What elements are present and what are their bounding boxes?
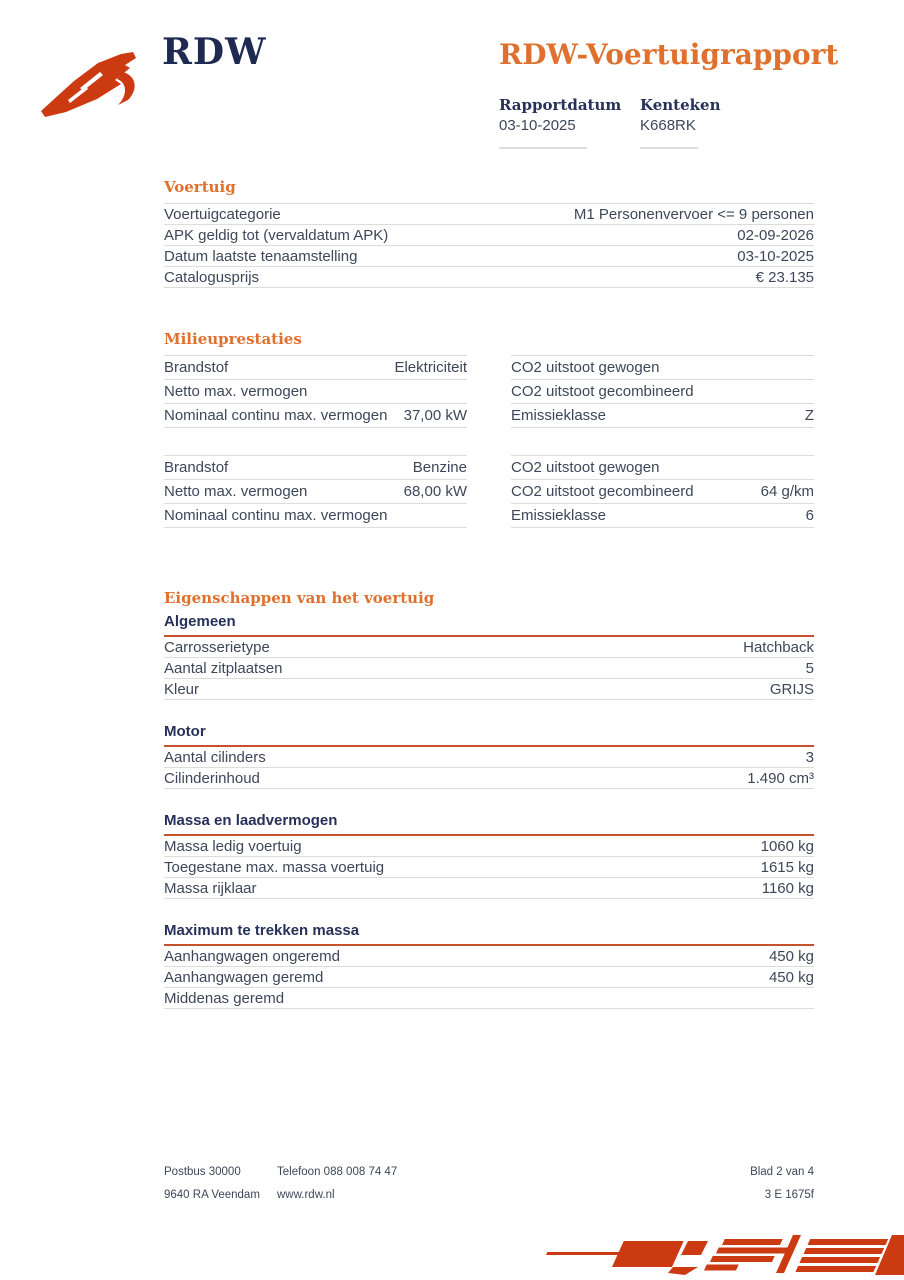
row-label: CO2 uitstoot gecombineerd xyxy=(511,383,694,400)
report-date-value: 03-10-2025 xyxy=(499,117,576,134)
row-value: Hatchback xyxy=(743,638,814,656)
row-value: 1615 kg xyxy=(760,858,814,876)
milieu-table-elektriciteit xyxy=(164,355,814,428)
rdw-feather-logo-icon xyxy=(38,50,154,122)
milieu-table-benzine xyxy=(164,455,814,528)
row-value: 37,00 kW xyxy=(403,407,467,424)
footer-website: www.rdw.nl xyxy=(277,1189,335,1201)
row-label: Massa ledig voertuig xyxy=(164,837,302,855)
row-value: 450 kg xyxy=(768,947,814,965)
row-value: 6 xyxy=(805,507,814,524)
subsection-title: Maximum te trekken massa xyxy=(164,923,814,946)
page-footer xyxy=(164,1166,814,1212)
row-label: Brandstof xyxy=(164,459,229,476)
table-row xyxy=(164,455,814,480)
table-row xyxy=(164,480,814,504)
footer-address-line1: Postbus 30000 xyxy=(164,1166,241,1178)
row-label: Kleur xyxy=(164,680,200,698)
row-value: 1060 kg xyxy=(760,837,814,855)
row-label: CO2 uitstoot gecombineerd xyxy=(511,483,694,500)
row-value: € 23.135 xyxy=(755,268,814,286)
section-heading: Milieuprestaties xyxy=(164,330,302,348)
license-plate-label: Kenteken xyxy=(640,96,721,114)
row-value: Z xyxy=(804,407,814,424)
table-row xyxy=(164,988,814,1009)
row-value: Elektriciteit xyxy=(394,359,467,376)
table-row xyxy=(164,504,814,528)
section-eigenschappen xyxy=(164,589,814,1009)
rdw-speed-stripes-graphic xyxy=(532,1226,904,1280)
table-row xyxy=(164,857,814,878)
footer-page-number: Blad 2 van 4 xyxy=(750,1166,814,1178)
report-date-underline xyxy=(499,147,587,149)
table-row xyxy=(164,878,814,899)
row-value: 3 xyxy=(805,748,814,766)
row-value: 5 xyxy=(805,659,814,677)
section-milieuprestaties xyxy=(164,330,814,528)
row-label: Toegestane max. massa voertuig xyxy=(164,858,385,876)
subsection-title: Algemeen xyxy=(164,614,814,637)
subsection-massa xyxy=(164,813,814,899)
table-row xyxy=(164,246,814,267)
row-label: Aanhangwagen ongeremd xyxy=(164,947,340,965)
report-date-label: Rapportdatum xyxy=(499,96,622,114)
subsection-trekken-massa xyxy=(164,923,814,1009)
row-label: CO2 uitstoot gewogen xyxy=(511,459,660,476)
row-label: Aanhangwagen geremd xyxy=(164,968,324,986)
row-label: Cilinderinhoud xyxy=(164,769,260,787)
row-value: 68,00 kW xyxy=(403,483,467,500)
subsection-algemeen xyxy=(164,614,814,700)
rdw-wordmark: RDW xyxy=(162,31,267,73)
row-label: Netto max. vermogen xyxy=(164,483,308,500)
row-value: 1.490 cm³ xyxy=(747,769,814,787)
table-row xyxy=(164,267,814,288)
row-label: Massa rijklaar xyxy=(164,879,257,897)
row-value: 03-10-2025 xyxy=(737,247,814,265)
row-label: Emissieklasse xyxy=(511,507,607,524)
section-heading: Eigenschappen van het voertuig xyxy=(164,589,435,607)
row-label: Emissieklasse xyxy=(511,407,607,424)
row-label: Datum laatste tenaamstelling xyxy=(164,247,358,265)
footer-doc-code: 3 E 1675f xyxy=(764,1189,814,1201)
subsection-title: Massa en laadvermogen xyxy=(164,813,814,836)
table-row xyxy=(164,768,814,789)
row-value: M1 Personenvervoer <= 9 personen xyxy=(573,205,814,223)
table-row xyxy=(164,404,814,428)
table-row xyxy=(164,637,814,658)
row-label: Middenas geremd xyxy=(164,989,285,1007)
subsection-title: Motor xyxy=(164,724,814,747)
row-value: 450 kg xyxy=(768,968,814,986)
row-value: Benzine xyxy=(412,459,467,476)
table-row xyxy=(164,380,814,404)
footer-address-line2: 9640 RA Veendam xyxy=(164,1189,260,1201)
table-row xyxy=(164,204,814,225)
row-label: Carrosserietype xyxy=(164,638,270,656)
table-row xyxy=(164,946,814,967)
row-label: Nominaal continu max. vermogen xyxy=(164,507,388,524)
section-heading: Voertuig xyxy=(164,178,236,196)
table-row xyxy=(164,679,814,700)
table-row xyxy=(164,747,814,768)
row-label: APK geldig tot (vervaldatum APK) xyxy=(164,226,389,244)
row-label: Aantal cilinders xyxy=(164,748,266,766)
row-label: Brandstof xyxy=(164,359,229,376)
row-label: Aantal zitplaatsen xyxy=(164,659,283,677)
row-value: 02-09-2026 xyxy=(737,226,814,244)
row-value: 64 g/km xyxy=(760,483,814,500)
row-label: Netto max. vermogen xyxy=(164,383,308,400)
page-title: RDW-Voertuigrapport xyxy=(499,38,839,71)
row-value: GRIJS xyxy=(769,680,814,698)
subsection-motor xyxy=(164,724,814,789)
row-label: Nominaal continu max. vermogen xyxy=(164,407,388,424)
row-value: 1160 kg xyxy=(761,879,814,897)
footer-phone: Telefoon 088 008 74 47 xyxy=(277,1166,398,1178)
license-plate-underline xyxy=(640,147,698,149)
table-row xyxy=(164,836,814,857)
table-row xyxy=(164,225,814,246)
section-voertuig xyxy=(164,178,814,288)
table-row xyxy=(164,658,814,679)
row-label: Catalogusprijs xyxy=(164,268,260,286)
row-label: CO2 uitstoot gewogen xyxy=(511,359,660,376)
table-row xyxy=(164,355,814,380)
table-row xyxy=(164,967,814,988)
license-plate-value: K668RK xyxy=(640,117,696,134)
row-label: Voertuigcategorie xyxy=(164,205,281,223)
